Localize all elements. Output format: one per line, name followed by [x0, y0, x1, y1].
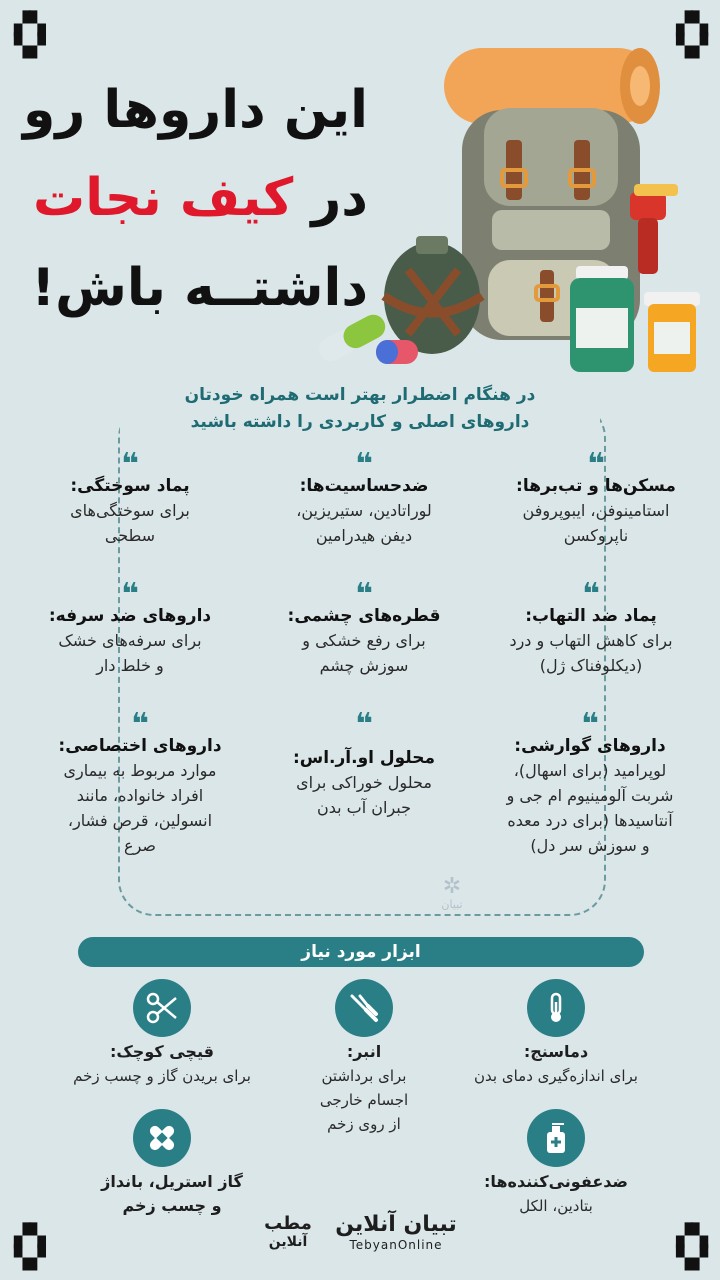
item-line: صرع: [124, 836, 156, 855]
item-line: برای سوختگی‌های: [70, 501, 190, 520]
tool-heading: انبر:: [346, 1042, 382, 1061]
item-heading: داروهای ضد سرفه:: [48, 606, 212, 626]
corner-ornament-top-right: ▞▚ ▚▞: [676, 12, 706, 59]
tool-bandage: [72, 1170, 272, 1218]
medicine-item-digestive: [470, 707, 710, 858]
item-line: جبران آب بدن: [316, 798, 412, 817]
tool-line: از روی زخم: [327, 1115, 401, 1133]
quote-icon: ❝: [355, 707, 373, 742]
medicine-item-antihistamines: [254, 447, 474, 548]
tebyan-online-logo: [332, 1212, 460, 1252]
tools-banner: ابزار مورد نیاز: [78, 937, 644, 967]
item-line: افراد خانواده، مانند: [76, 786, 204, 805]
bandage-icon: [133, 1109, 191, 1167]
tool-line: برای بریدن گاز و چسب زخم: [73, 1067, 251, 1085]
tool-sanitizer: [436, 1170, 676, 1218]
medicine-item-anti-inflammatory: [466, 577, 716, 678]
intro-text: [120, 382, 600, 436]
title-highlight: کیف نجات: [32, 168, 294, 228]
item-line: برای سرفه‌های خشک: [58, 631, 202, 650]
tool-line: اجسام خارجی: [319, 1091, 409, 1109]
intro-line-1: در هنگام اضطرار بهتر است همراه خودتان: [184, 385, 536, 405]
quote-icon: ❝: [355, 447, 373, 482]
quote-icon: ❝: [121, 447, 139, 482]
tool-line: بتادین، الکل: [519, 1197, 593, 1215]
quote-icon: ❝: [581, 707, 599, 742]
item-line: موارد مربوط به بیماری: [63, 761, 217, 780]
medicine-item-cough: [20, 577, 240, 678]
item-line: سطحی: [104, 526, 156, 545]
corner-ornament-bottom-right: ▞▚ ▚▞: [676, 1224, 706, 1271]
quote-icon: ❝: [582, 577, 600, 612]
quote-icon: ❝: [587, 447, 605, 482]
tool-heading: قیچی کوچک:: [110, 1042, 214, 1061]
matab-logo-line-1: مطب: [264, 1213, 312, 1234]
title-line-3: داشتــه باش!: [31, 258, 368, 318]
item-line: لوپرامید (برای اسهال)،: [513, 761, 667, 780]
item-line: محلول خوراکی برای: [296, 773, 432, 792]
matab-logo-line-2: آنلاین: [268, 1234, 308, 1250]
medicine-item-eye-drops: [254, 577, 474, 678]
tool-line: و چسب زخم: [122, 1196, 222, 1215]
watermark-text: تبیان: [441, 898, 463, 911]
quote-icon: ❝: [355, 577, 373, 612]
item-line: انسولین، قرص فشار،: [67, 811, 213, 830]
item-line: لوراتادین، ستیریزین،: [296, 501, 432, 520]
intro-line-2: داروهای اصلی و کاربردی را داشته باشید: [190, 412, 530, 432]
tool-line: برای اندازه‌گیری دمای بدن: [474, 1067, 638, 1085]
item-line: ناپروکسن: [563, 526, 629, 545]
scissors-icon: [133, 979, 191, 1037]
item-line: برای کاهش التهاب و درد: [509, 631, 673, 650]
item-line: و سوزش سر دل): [530, 836, 650, 855]
tool-line: برای برداشتن: [321, 1067, 407, 1085]
pliers-icon: [335, 979, 393, 1037]
item-heading: پماد ضد التهاب:: [525, 606, 657, 626]
quote-icon: ❝: [131, 707, 149, 742]
item-line: و خلط دار: [96, 656, 164, 675]
item-heading: داروهای اختصاصی:: [58, 736, 222, 756]
watermark-logo: ✲ تبیان: [432, 876, 472, 911]
title-line-1: این داروها رو: [23, 80, 368, 140]
medicine-item-painkillers: [486, 447, 706, 548]
item-line: شربت آلومینیوم ام جی و: [506, 786, 674, 805]
item-line: استامینوفن، ایبوپروفن: [522, 501, 670, 520]
item-heading: قطره‌های چشمی:: [287, 606, 441, 626]
sanitizer-icon: [527, 1109, 585, 1167]
item-line: (دیکلوفناک ژل): [539, 656, 643, 675]
item-heading: مسکن‌ها و تب‌برها:: [516, 476, 676, 496]
corner-ornament-top-left: ▞▚ ▚▞: [14, 12, 44, 59]
title-line-2-prefix: در: [311, 168, 368, 228]
tool-heading: دماسنج:: [523, 1042, 589, 1061]
item-line: آنتاسیدها (برای درد معده: [507, 811, 673, 830]
tebyan-logo-fa: تبیان آنلاین: [335, 1212, 457, 1237]
item-line: دیفن هیدرامین: [315, 526, 413, 545]
corner-ornament-bottom-left: ▞▚ ▚▞: [14, 1224, 44, 1271]
item-heading: محلول او.آر.اس:: [292, 748, 436, 768]
tool-scissors: [42, 1040, 282, 1088]
medicine-item-specific: [20, 707, 260, 858]
medicine-item-ors: [254, 707, 474, 820]
thermometer-icon: [527, 979, 585, 1037]
medicine-item-burn-ointment: [20, 447, 240, 548]
item-heading: پماد سوختگی:: [70, 476, 190, 496]
item-heading: ضدحساسیت‌ها:: [299, 476, 429, 496]
item-heading: داروهای گوارشی:: [514, 736, 666, 756]
quote-icon: ❝: [121, 577, 139, 612]
tebyan-logo-en: TebyanOnline: [349, 1238, 443, 1252]
matab-online-logo: [258, 1215, 318, 1251]
backpack-illustration: [312, 40, 710, 380]
tool-line: گاز استریل، بانداژ: [101, 1172, 243, 1191]
item-line: سوزش چشم: [319, 656, 409, 675]
item-line: برای رفع خشکی و: [302, 631, 426, 650]
tool-heading: ضدعفونی‌کننده‌ها:: [484, 1172, 628, 1191]
